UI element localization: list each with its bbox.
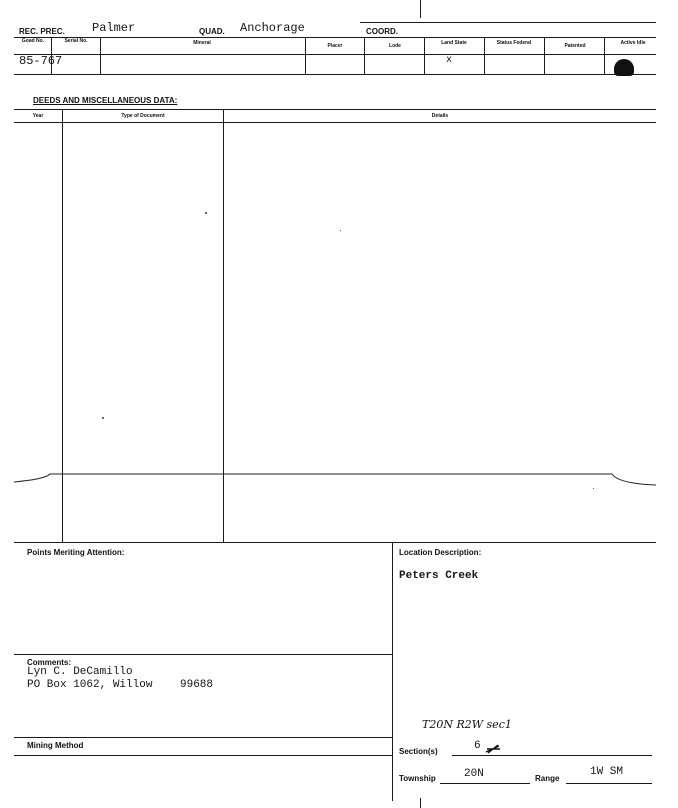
- handwritten-legal-note: T20N R2W sec1: [422, 718, 512, 731]
- comments-top-rule: [14, 654, 392, 655]
- col-serial-no: Serial No.: [64, 38, 88, 44]
- section-fill-line: [452, 755, 652, 756]
- comments-zip: 99688: [180, 679, 214, 691]
- speck: [205, 212, 207, 214]
- col-type-of-document: Type of Document: [121, 113, 165, 119]
- quad-value: Anchorage: [240, 21, 305, 35]
- claim-col-divider: [100, 38, 101, 74]
- col-goad-no: Goad No.: [21, 38, 45, 44]
- col-lode: Lode: [389, 43, 401, 49]
- col-status-federal: Status Federal: [496, 40, 532, 46]
- bottom-tick: [420, 798, 421, 808]
- deeds-title: DEEDS AND MISCELLANEOUS DATA:: [33, 96, 178, 105]
- mining-method-bottom-rule: [14, 755, 392, 756]
- rec-prec-value: Palmer: [92, 21, 136, 35]
- coord-top-rule: [360, 22, 656, 23]
- deeds-header-rule: [14, 122, 656, 123]
- deeds-top-rule: [14, 109, 656, 110]
- strikeout-scribble-icon: [484, 743, 502, 755]
- section-label: Section(s): [399, 747, 438, 756]
- mining-method-label: Mining Method: [27, 741, 84, 750]
- claim-table-top-rule: [14, 37, 656, 38]
- claim-col-divider: [484, 38, 485, 74]
- section-value: 6: [474, 740, 481, 752]
- township-label: Township: [399, 774, 436, 783]
- bottom-center-divider: [392, 543, 393, 801]
- speck: [102, 417, 104, 419]
- col-mineral: Mineral: [193, 40, 211, 46]
- page-overlap-seam: [0, 462, 678, 492]
- coord-label: COORD.: [366, 27, 398, 36]
- claim-table-bottom-rule: [14, 74, 656, 75]
- quad-label: QUAD.: [199, 27, 225, 36]
- claim-col-divider: [604, 38, 605, 74]
- mining-method-top-rule: [14, 737, 392, 738]
- claim-table-header-rule: [14, 54, 656, 55]
- claim-col-divider: [544, 38, 545, 74]
- speck: [593, 488, 594, 489]
- col-placer: Placer: [327, 43, 343, 49]
- top-tick: [420, 0, 421, 18]
- col-year: Year: [32, 113, 44, 119]
- speck: [340, 230, 341, 231]
- land-state-mark: x: [446, 55, 453, 66]
- location-description-label: Location Description:: [399, 548, 482, 557]
- active-status-blot-icon: [614, 59, 634, 76]
- township-value: 20N: [464, 768, 484, 780]
- bottom-section-top-rule: [14, 542, 656, 543]
- range-label: Range: [535, 774, 560, 783]
- comments-line-2: PO Box 1062, Willow: [27, 679, 153, 691]
- rec-prec-label: REC. PREC.: [19, 27, 65, 36]
- range-value: 1W SM: [590, 766, 624, 778]
- goad-no-value: 85-767: [19, 54, 63, 68]
- comments-line-1: Lyn C. DeCamillo: [27, 666, 133, 678]
- claim-col-divider: [424, 38, 425, 74]
- col-land-state: Land State: [441, 40, 467, 46]
- range-fill-line: [566, 783, 652, 784]
- claim-col-divider: [364, 38, 365, 74]
- township-fill-line: [440, 783, 530, 784]
- location-description-value: Peters Creek: [399, 570, 479, 582]
- col-details: Details: [431, 113, 449, 119]
- comments-label: Comments:: [27, 658, 72, 667]
- col-active-idle: Active Idle: [620, 40, 646, 46]
- col-patented: Patented: [564, 43, 586, 49]
- points-meriting-attention-label: Points Meriting Attention:: [27, 548, 125, 557]
